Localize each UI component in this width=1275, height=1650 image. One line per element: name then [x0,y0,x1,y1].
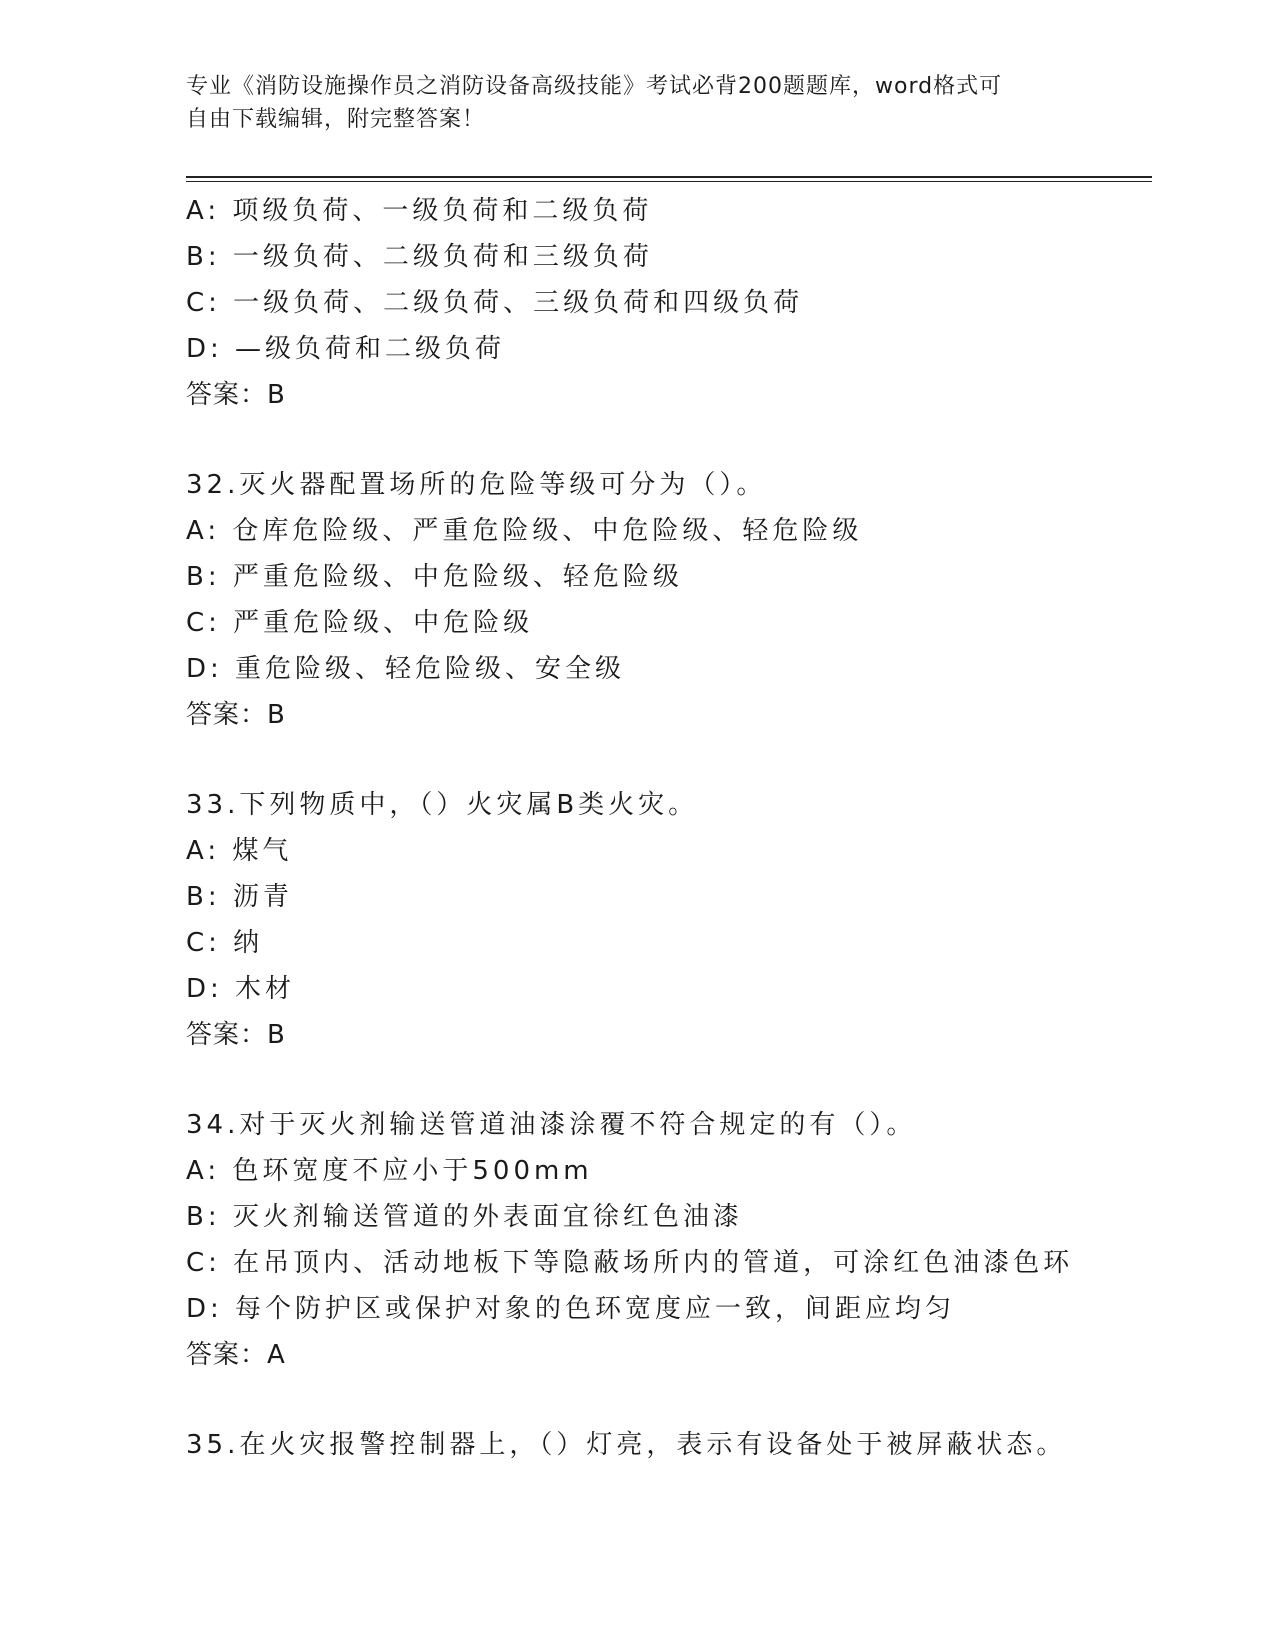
question-text: 33.下列物质中，（）火灾属B类火灾。 [186,790,699,820]
header-line-1: 专业《消防设施操作员之消防设备高级技能》考试必背200题题库，word格式可 [186,74,1003,99]
answer: 答案：A [186,1340,286,1370]
answer: 答案：B [186,1020,286,1050]
header-line-2: 自由下载编辑，附完整答案！ [186,107,486,132]
option-c: C: 一级负荷、二级负荷、三级负荷和四级负荷 [186,288,804,318]
option-a: A: 色环宽度不应小于500mm [186,1156,593,1186]
spacer [186,418,1152,462]
spacer [186,738,1152,782]
option-d: D: 每个防护区或保护对象的色环宽度应一致，间距应均匀 [186,1294,956,1324]
option-a: A: 仓库危险级、严重危险级、中危险级、轻危险级 [186,516,863,546]
question-33 [186,782,1152,1058]
question-list [186,188,1152,1468]
option-c: C: 纳 [186,928,264,958]
option-d: D: 木材 [186,974,296,1004]
question-text: 32.灭火器配置场所的危险等级可分为（）。 [186,470,767,500]
option-d: D: —级负荷和二级负荷 [186,334,506,364]
question-35 [186,1422,1152,1468]
option-b: B: 灭火剂输送管道的外表面宜徐红色油漆 [186,1202,743,1232]
spacer [186,1378,1152,1422]
option-a: A: 煤气 [186,836,293,866]
option-b: B: 严重危险级、中危险级、轻危险级 [186,562,683,592]
header-divider [186,176,1152,182]
spacer [186,1058,1152,1102]
question-32 [186,462,1152,738]
question-34 [186,1102,1152,1378]
answer: 答案：B [186,700,286,730]
question-31 [186,188,1152,418]
option-c: C: 在吊顶内、活动地板下等隐蔽场所内的管道，可涂红色油漆色环 [186,1248,1074,1278]
question-text: 35.在火灾报警控制器上，（）灯亮，表示有设备处于被屏蔽状态。 [186,1430,1067,1460]
option-d: D: 重危险级、轻危险级、安全级 [186,654,626,684]
option-a: A: 项级负荷、一级负荷和二级负荷 [186,196,653,226]
option-c: C: 严重危险级、中危险级 [186,608,534,638]
document-header [186,70,1066,136]
option-b: B: 一级负荷、二级负荷和三级负荷 [186,242,653,272]
answer: 答案：B [186,380,286,410]
option-b: B: 沥青 [186,882,293,912]
question-text: 34.对于灭火剂输送管道油漆涂覆不符合规定的有（）。 [186,1110,917,1140]
